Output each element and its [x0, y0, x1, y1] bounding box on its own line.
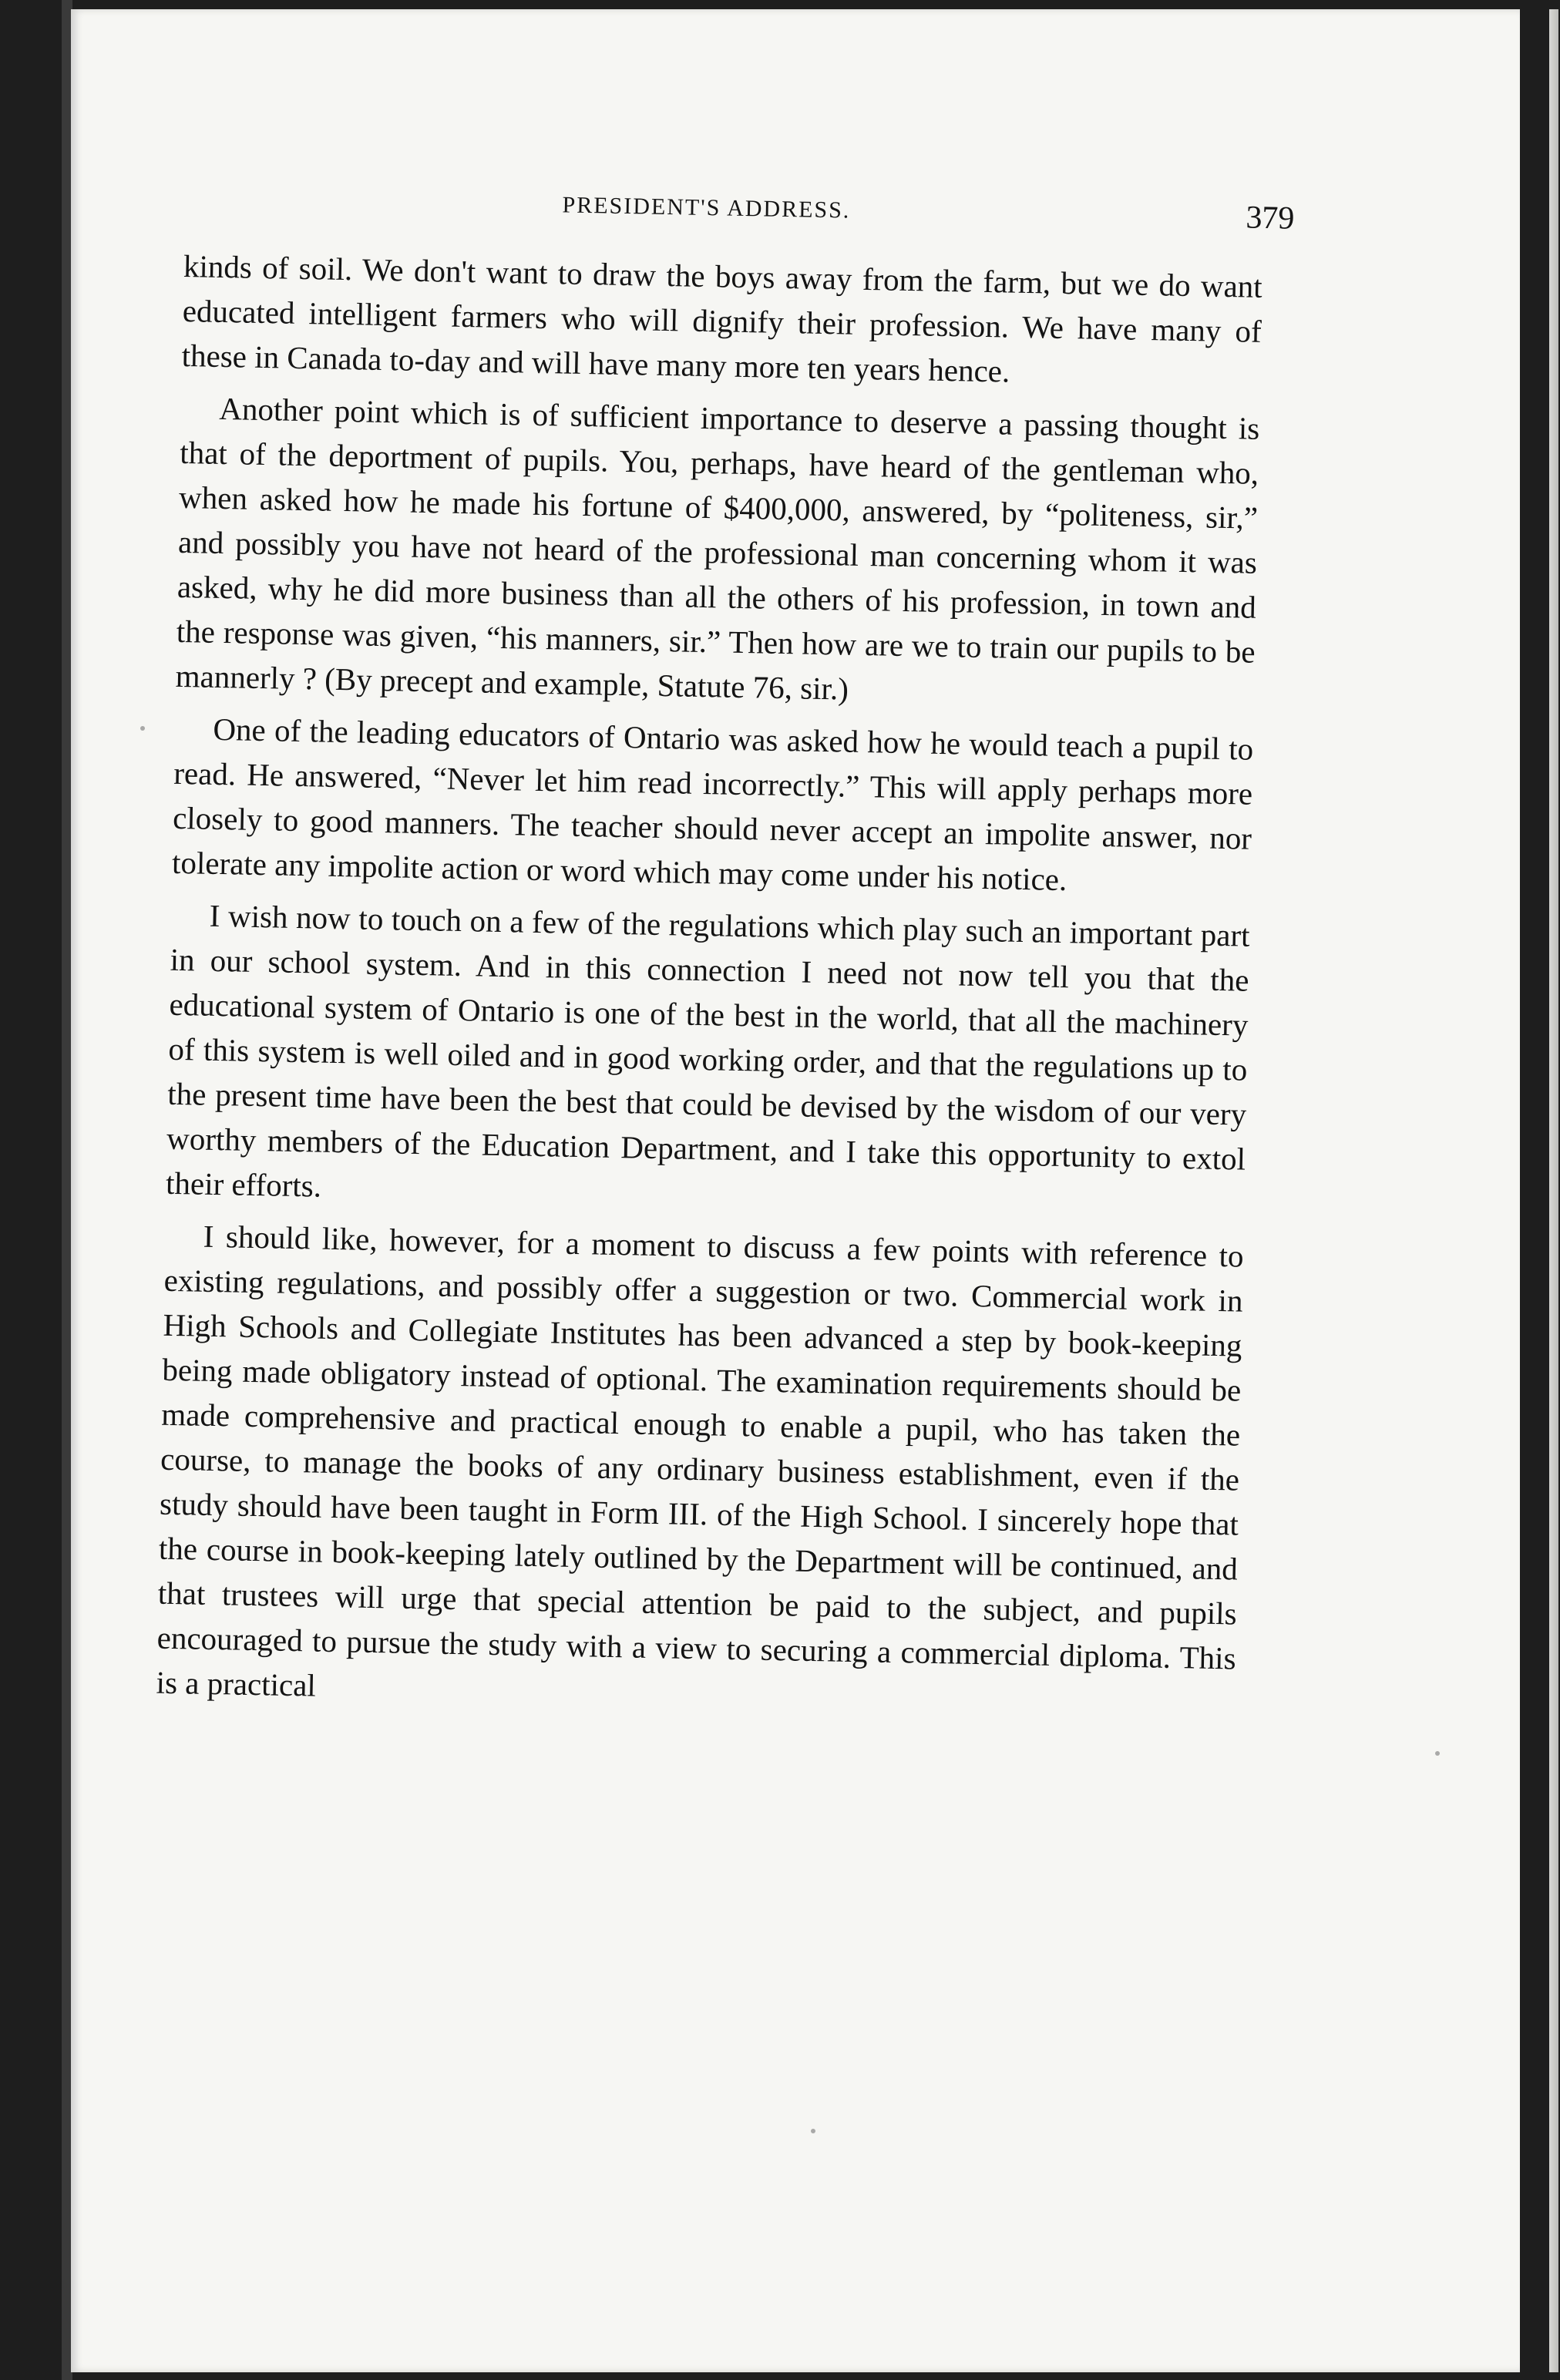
page-edge: [1549, 9, 1558, 2372]
dust-speck: [811, 2129, 815, 2133]
body-text: [156, 244, 1262, 1726]
dust-speck: [1435, 1751, 1440, 1756]
paragraph: I wish now to touch on a few of the regulations which play such an important part in our school system. And in this connection I need not now tell you that the educational system of Ontario is one of the best in the world, that all the machinery of this system is well oiled and in good working order, and that the regulations up to the present time have been the best that could be devised by the wisdom of our very worthy members of the Education Department, and I take this opportunity to extol their efforts.: [165, 897, 1251, 1204]
paragraph: kinds of soil. We don't want to draw the boys away from the farm, but we do want educated intelligent farmers who will dignify their profession. We have many of these in Canada to-day and will have many more ten years hence.: [181, 247, 1263, 389]
running-head: PRESIDENT'S ADDRESS.: [562, 192, 851, 224]
page-number: 379: [1245, 200, 1295, 237]
dust-speck: [140, 726, 145, 731]
paragraph: Another point which is of sufficient importance to deserve a passing thought is that of the deportment of pupils. You, perhaps, have heard of the gentleman who, when asked how he made his fortune of $400,000, answered, by “politeness, sir,” and possibly you have not heard of the professional man concerning whom it was asked, why he did more business than all the others of his profession, in town and the response was given, “his manners, sir.” Then how are we to train our pupils to be mannerly ? (By precept and example, Statute 76, sir.): [175, 390, 1260, 707]
paragraph: I should like, however, for a moment to discuss a few points with reference to existing regulations, and possibly offer a suggestion or two. Commercial work in High Schools and Collegiate Institutes has been advanced a step by book-keeping being made obligatory instead of optional. The examination requirements should be made comprehensive and practical enough to enable a pupil, who has taken the course, to manage the books of any ordinary business establishment, even if the study should have been taught in Form III. of the High School. I sincerely hope that the course in book-keeping lately outlined by the Department will be continued, and that trustees will urge that special attention be paid to the subject, and pupils encouraged to pursue the study with a view to securing a commercial diploma. This is a practical: [156, 1218, 1245, 1703]
page-content: [156, 185, 1295, 1733]
paragraph: One of the leading educators of Ontario was asked how he would teach a pupil to read. He answered, “Never let him read incorrectly.” This will apply perhaps more closely to good manners. The teacher should never accept an impolite answer, nor tolerate any impolite action or word which may come under his notice.: [171, 711, 1254, 898]
